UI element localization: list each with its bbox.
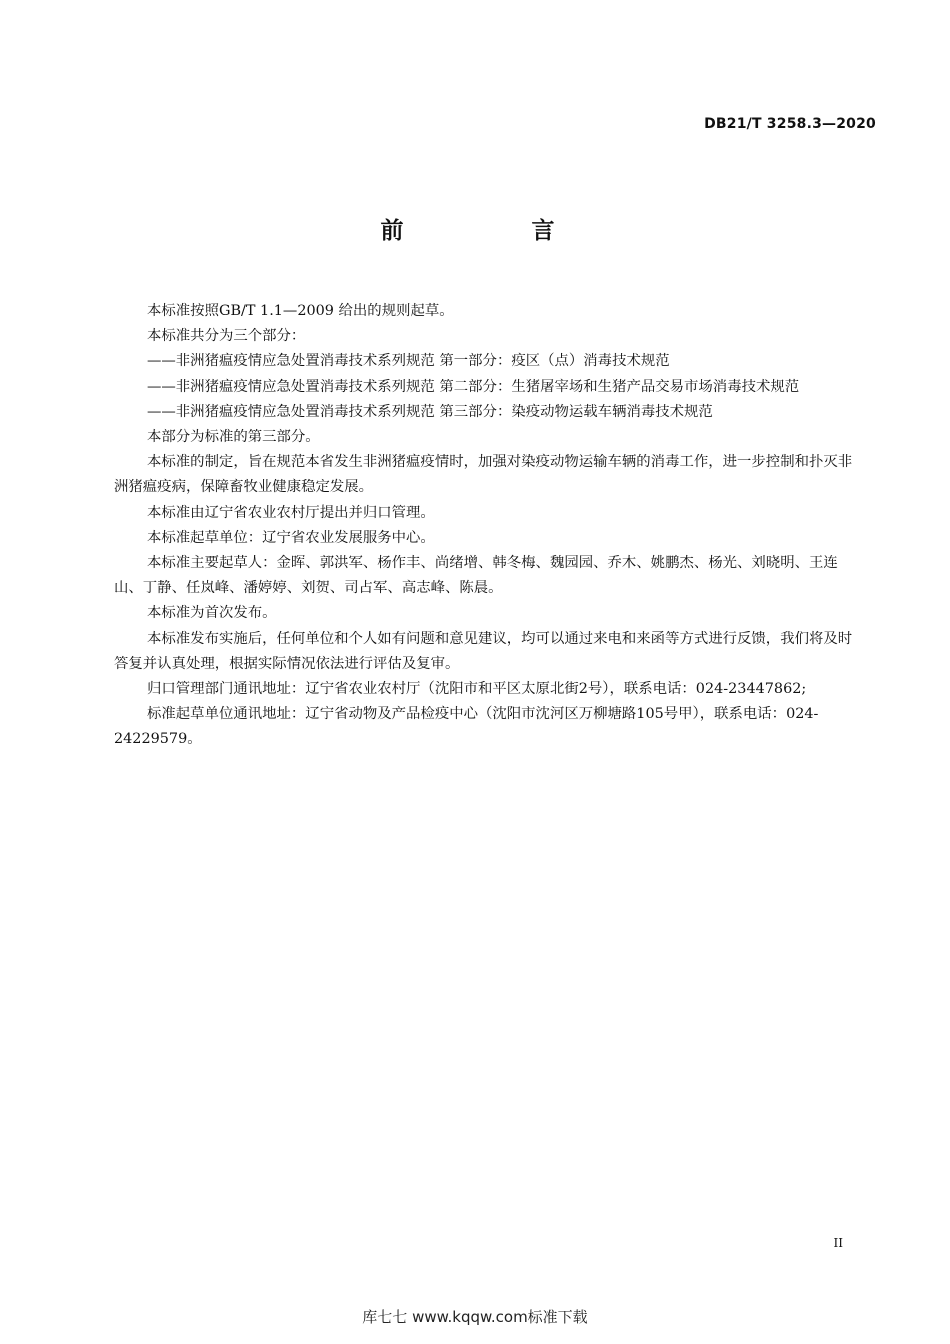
list-item-part-3: ——非洲猪瘟疫情应急处置消毒技术系列规范 第三部分：染疫动物运载车辆消毒技术规范 xyxy=(147,403,713,420)
paragraph-parts-intro: 本标准共分为三个部分： xyxy=(147,328,306,345)
paragraph-drafters: 本标准主要起草人：金晖、郭洪军、杨作丰、尚绪增、韩冬梅、魏园园、乔木、姚鹏杰、杨光、刘晓明、王连山、丁静、任岚峰、潘婷婷、刘贺、司占军、高志峰、陈晨。 xyxy=(114,555,838,597)
paragraph-drafting-rules: 本标准按照GB/T 1.1—2009 给出的规则起草。 xyxy=(147,303,454,319)
paragraph-first-release: 本标准为首次发布。 xyxy=(147,605,277,622)
paragraph-feedback: 本标准发布实施后，任何单位和个人如有问题和意见建议，均可以通过来电和来函等方式进行反馈，我们将及时答复并认真处理，根据实际情况依法进行评估及复审。 xyxy=(114,630,853,672)
paragraph-this-part: 本部分为标准的第三部分。 xyxy=(147,429,320,446)
list-item-part-1: ——非洲猪瘟疫情应急处置消毒技术系列规范 第一部分：疫区（点）消毒技术规范 xyxy=(147,353,670,370)
document-body xyxy=(114,299,854,753)
paragraph-purpose: 本标准的制定，旨在规范本省发生非洲猪瘟疫情时，加强对染疫动物运输车辆的消毒工作，进一步控制和扑灭非洲猪瘟疫病，保障畜牧业健康稳定发展。 xyxy=(114,454,853,496)
paragraph-admin-address: 归口管理部门通讯地址：辽宁省农业农村厅（沈阳市和平区太原北街2号），联系电话：024-23447862; xyxy=(147,681,807,698)
paragraph-proposer: 本标准由辽宁省农业农村厅提出并归口管理。 xyxy=(147,504,435,521)
list-item-part-2: ——非洲猪瘟疫情应急处置消毒技术系列规范 第二部分：生猪屠宰场和生猪产品交易市场消毒技术规范 xyxy=(147,378,800,395)
standard-code: DB21/T 3258.3—2020 xyxy=(704,116,876,132)
paragraph-drafting-unit: 本标准起草单位：辽宁省农业发展服务中心。 xyxy=(147,529,435,546)
page-title: 前 言 xyxy=(380,218,615,244)
footer-watermark: 库七七 www.kqqw.com标准下载 xyxy=(362,1308,588,1326)
paragraph-drafter-address: 标准起草单位通讯地址：辽宁省动物及产品检疫中心（沈阳市沈河区万柳塘路105号甲），联系电话：024-24229579。 xyxy=(114,706,819,748)
page-number: II xyxy=(833,1236,843,1250)
